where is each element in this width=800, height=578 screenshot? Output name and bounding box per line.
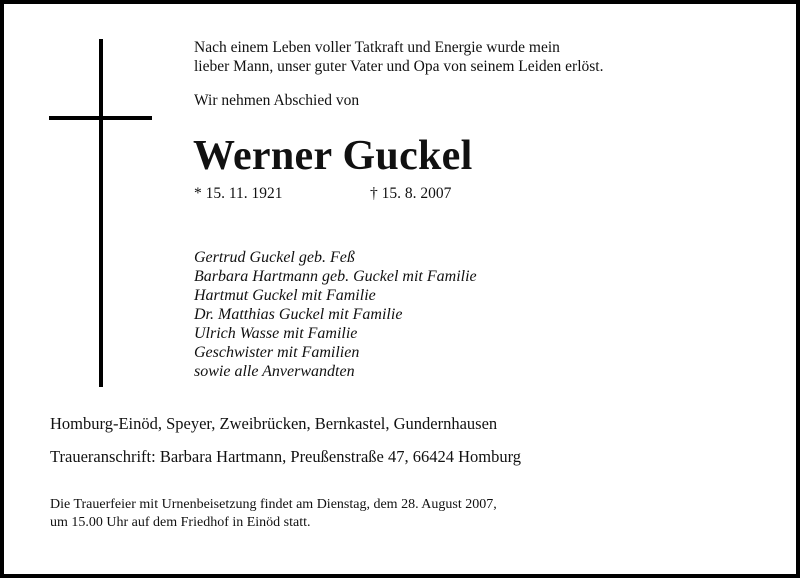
mourner-item: Hartmut Guckel mit Familie [194, 287, 376, 304]
ceremony-line-2: um 15.00 Uhr auf dem Friedhof in Einöd statt. [50, 515, 311, 530]
places-line: Homburg-Einöd, Speyer, Zweibrücken, Bernkastel, Gundernhausen [50, 414, 498, 433]
intro-line-1: Nach einem Leben voller Tatkraft und Energie wurde mein [194, 39, 560, 56]
mourner-item: sowie alle Anverwandten [194, 363, 355, 380]
mourner-item: Gertrud Guckel geb. Feß [194, 249, 355, 266]
intro-line-2: lieber Mann, unser guter Vater und Opa von seinem Leiden erlöst. [194, 58, 604, 75]
death-date: † 15. 8. 2007 [370, 185, 452, 202]
mourner-item: Geschwister mit Familien [194, 344, 360, 361]
farewell-text: Wir nehmen Abschied von [194, 92, 360, 109]
life-dates [194, 185, 452, 203]
ceremony-line-1: Die Trauerfeier mit Urnenbeisetzung findet am Dienstag, dem 28. August 2007, [50, 497, 497, 512]
ceremony-info [50, 496, 497, 532]
cross-horizontal-bar [49, 116, 152, 120]
mourner-item: Dr. Matthias Guckel mit Familie [194, 306, 403, 323]
cross-vertical-bar [99, 39, 103, 387]
mourner-item: Barbara Hartmann geb. Guckel mit Familie [194, 268, 477, 285]
birth-date: * 15. 11. 1921 [194, 185, 283, 202]
intro-text [194, 38, 604, 76]
deceased-name: Werner Guckel [193, 133, 473, 179]
mourning-address: Traueranschrift: Barbara Hartmann, Preußenstraße 47, 66424 Homburg [50, 447, 522, 466]
mourners-list [194, 248, 477, 381]
mourner-item: Ulrich Wasse mit Familie [194, 325, 358, 342]
